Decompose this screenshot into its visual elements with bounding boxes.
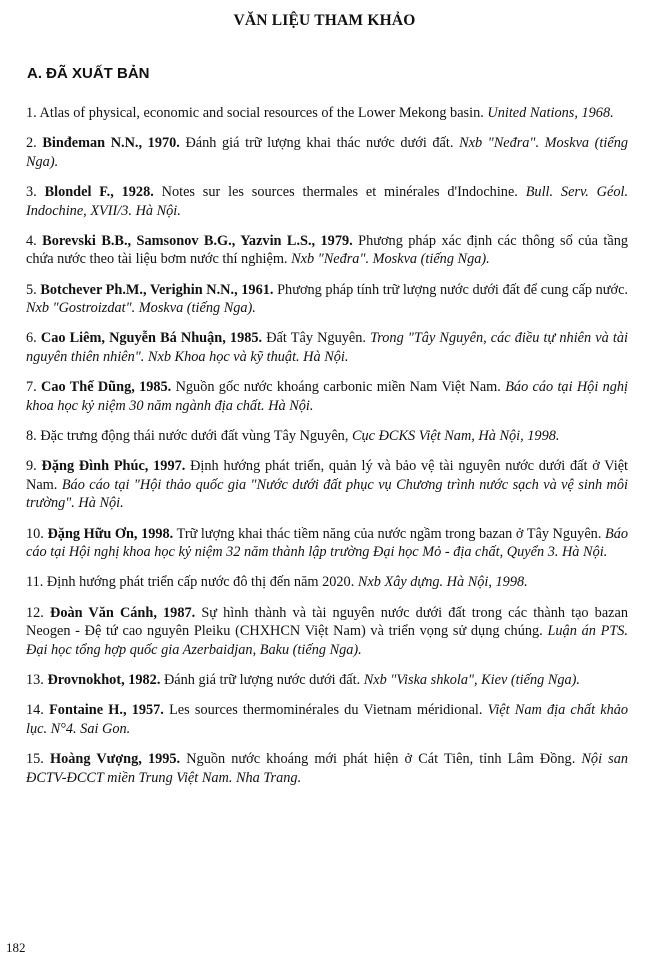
- reference-number: 14.: [26, 702, 44, 719]
- reference-item: [26, 701, 628, 738]
- page-title: VĂN LIỆU THAM KHẢO: [233, 12, 416, 29]
- reference-source: Bull. Serv. Géol. Indochine, XVII/3. Hà Nội.: [26, 184, 629, 219]
- reference-author: Borevski B.B., Samsonov B.G., Yazvin L.S., 1979.: [42, 232, 353, 249]
- reference-title: Phương pháp tính trữ lượng nước dưới đất để cung cấp nước.: [277, 281, 629, 298]
- reference-title: Notes sur les sources thermales et minérales d'Indochine.: [161, 184, 518, 201]
- reference-author: Binđeman N.N., 1970.: [42, 135, 180, 152]
- reference-author: Cao Thế Dũng, 1985.: [41, 379, 172, 396]
- reference-source: Trong "Tây Nguyên, các điều tự nhiên và tài nguyên thiên nhiên". Nxb Khoa học và kỹ thuật. Hà Nội.: [26, 330, 628, 365]
- reference-item: [26, 329, 628, 366]
- reference-number: 4.: [26, 232, 37, 249]
- reference-title: Phương pháp xác định các thông số của tầng chứa nước theo tài liệu bơm nước thí nghiệm.: [26, 232, 628, 268]
- reference-author: Đặng Hữu Ơn, 1998.: [47, 525, 174, 542]
- reference-title: Atlas of physical, economic and social resources of the Lower Mekong basin.: [39, 105, 484, 121]
- reference-source: Luận án PTS. Đại học tổng hợp quốc gia Azerbaidjan, Baku (tiếng Nga).: [26, 623, 628, 658]
- reference-number: 11.: [26, 574, 44, 591]
- reference-number: 9.: [26, 458, 37, 475]
- reference-title: Đánh giá trữ lượng nước dưới đất.: [163, 672, 361, 689]
- reference-number: 10.: [26, 525, 44, 542]
- reference-source: Nxb Xây dựng. Hà Nội, 1998.: [357, 574, 528, 591]
- reference-source: Báo cáo tại Hội nghị khoa học kỷ niệm 30 năm ngành địa chất. Hà Nội.: [26, 379, 629, 414]
- reference-number: 1.: [26, 105, 37, 121]
- reference-item: [26, 604, 628, 660]
- reference-author: Hoàng Vượng, 1995.: [49, 751, 181, 768]
- reference-title: Nguồn nước khoáng mới phát hiện ở Cát Tiên, tỉnh Lâm Đồng.: [186, 751, 576, 768]
- reference-number: 15.: [26, 751, 44, 768]
- reference-item: [26, 104, 628, 123]
- reference-number: 2.: [26, 135, 37, 152]
- reference-source: Nxb "Neđra". Moskva (tiếng Nga).: [26, 135, 629, 170]
- reference-number: 8.: [26, 428, 37, 445]
- reference-title: Định hướng phát triển, quản lý và bảo vệ tài nguyên nước dưới đất ở Việt Nam.: [26, 458, 629, 493]
- reference-source: Báo cáo tại "Hội thảo quốc gia "Nước dưới đất phục vụ Chương trình nước sạch và vệ sinh môi trường". Hà Nội.: [26, 476, 628, 512]
- reference-number: 3.: [26, 184, 37, 201]
- section-heading: A. ĐÃ XUẤT BẢN: [27, 65, 150, 82]
- reference-source: Báo cáo tại Hội nghị khoa học kỷ niệm 32 năm thành lập trường Đại học Mỏ - địa chất, Quyển 3. Hà Nội.: [26, 525, 629, 561]
- reference-item: [26, 573, 628, 592]
- reference-title: Trữ lượng khai thác tiềm năng của nước ngầm trong bazan ở Tây Nguyên.: [176, 525, 602, 542]
- reference-source: Nxb "Neđra". Moskva (tiếng Nga).: [291, 251, 490, 268]
- reference-title: Đánh giá trữ lượng khai thác nước dưới đất.: [185, 135, 454, 152]
- reference-author: Fontaine H., 1957.: [49, 702, 164, 719]
- reference-item: [26, 671, 628, 690]
- reference-item: [26, 281, 628, 318]
- reference-number: 7.: [26, 379, 37, 396]
- reference-title: Sự hình thành và tài nguyên nước dưới đất trong các thành tạo bazan Neogen - Đệ tứ cao nguyên Pleiku (CHXHCN Việt Nam) và triển vọng sử dụng chúng.: [26, 604, 629, 640]
- reference-author: Đoàn Văn Cánh, 1987.: [50, 604, 196, 621]
- reference-item: [26, 750, 628, 787]
- reference-item: [26, 427, 628, 446]
- reference-number: 6.: [26, 330, 37, 347]
- reference-title: Đất Tây Nguyên.: [266, 330, 366, 347]
- reference-source: Cục ĐCKS Việt Nam, Hà Nội, 1998.: [352, 428, 560, 445]
- reference-title: Les sources thermominérales du Vietnam méridional.: [169, 702, 483, 719]
- reference-title: Đặc trưng động thái nước dưới đất vùng Tây Nguyên,: [40, 428, 349, 445]
- reference-author: Blondel F., 1928.: [44, 184, 154, 201]
- reference-number: 13.: [26, 672, 44, 689]
- reference-source: Việt Nam địa chất khảo lục. N°4. Sai Gon.: [26, 702, 629, 737]
- reference-title: Nguồn gốc nước khoáng carbonic miền Nam Việt Nam.: [175, 379, 501, 396]
- page-number: 182: [6, 940, 26, 955]
- reference-source: United Nations, 1968.: [487, 105, 614, 121]
- reference-source: Nxb "Viska shkola", Kiev (tiếng Nga).: [363, 672, 580, 689]
- reference-author: Đặng Đình Phúc, 1997.: [41, 458, 186, 475]
- reference-number: 5.: [26, 281, 37, 298]
- reference-author: Đrovnokhot, 1982.: [47, 672, 161, 689]
- reference-list: [26, 104, 628, 799]
- reference-item: [26, 525, 628, 562]
- reference-title: Định hướng phát triển cấp nước đô thị đến năm 2020.: [46, 574, 355, 591]
- reference-author: Botchever Ph.M., Verighin N.N., 1961.: [40, 281, 274, 298]
- reference-number: 12.: [26, 604, 44, 621]
- reference-author: Cao Liêm, Nguyễn Bá Nhuận, 1985.: [40, 330, 263, 347]
- reference-source: Nxb "Gostroizdat". Moskva (tiếng Nga).: [26, 300, 256, 317]
- reference-source: Nội san ĐCTV-ĐCCT miền Trung Việt Nam. Nha Trang.: [26, 751, 629, 786]
- reference-item: [26, 134, 628, 171]
- reference-item: [26, 232, 628, 269]
- reference-item: [26, 183, 628, 220]
- reference-item: [26, 457, 628, 513]
- reference-item: [26, 378, 628, 415]
